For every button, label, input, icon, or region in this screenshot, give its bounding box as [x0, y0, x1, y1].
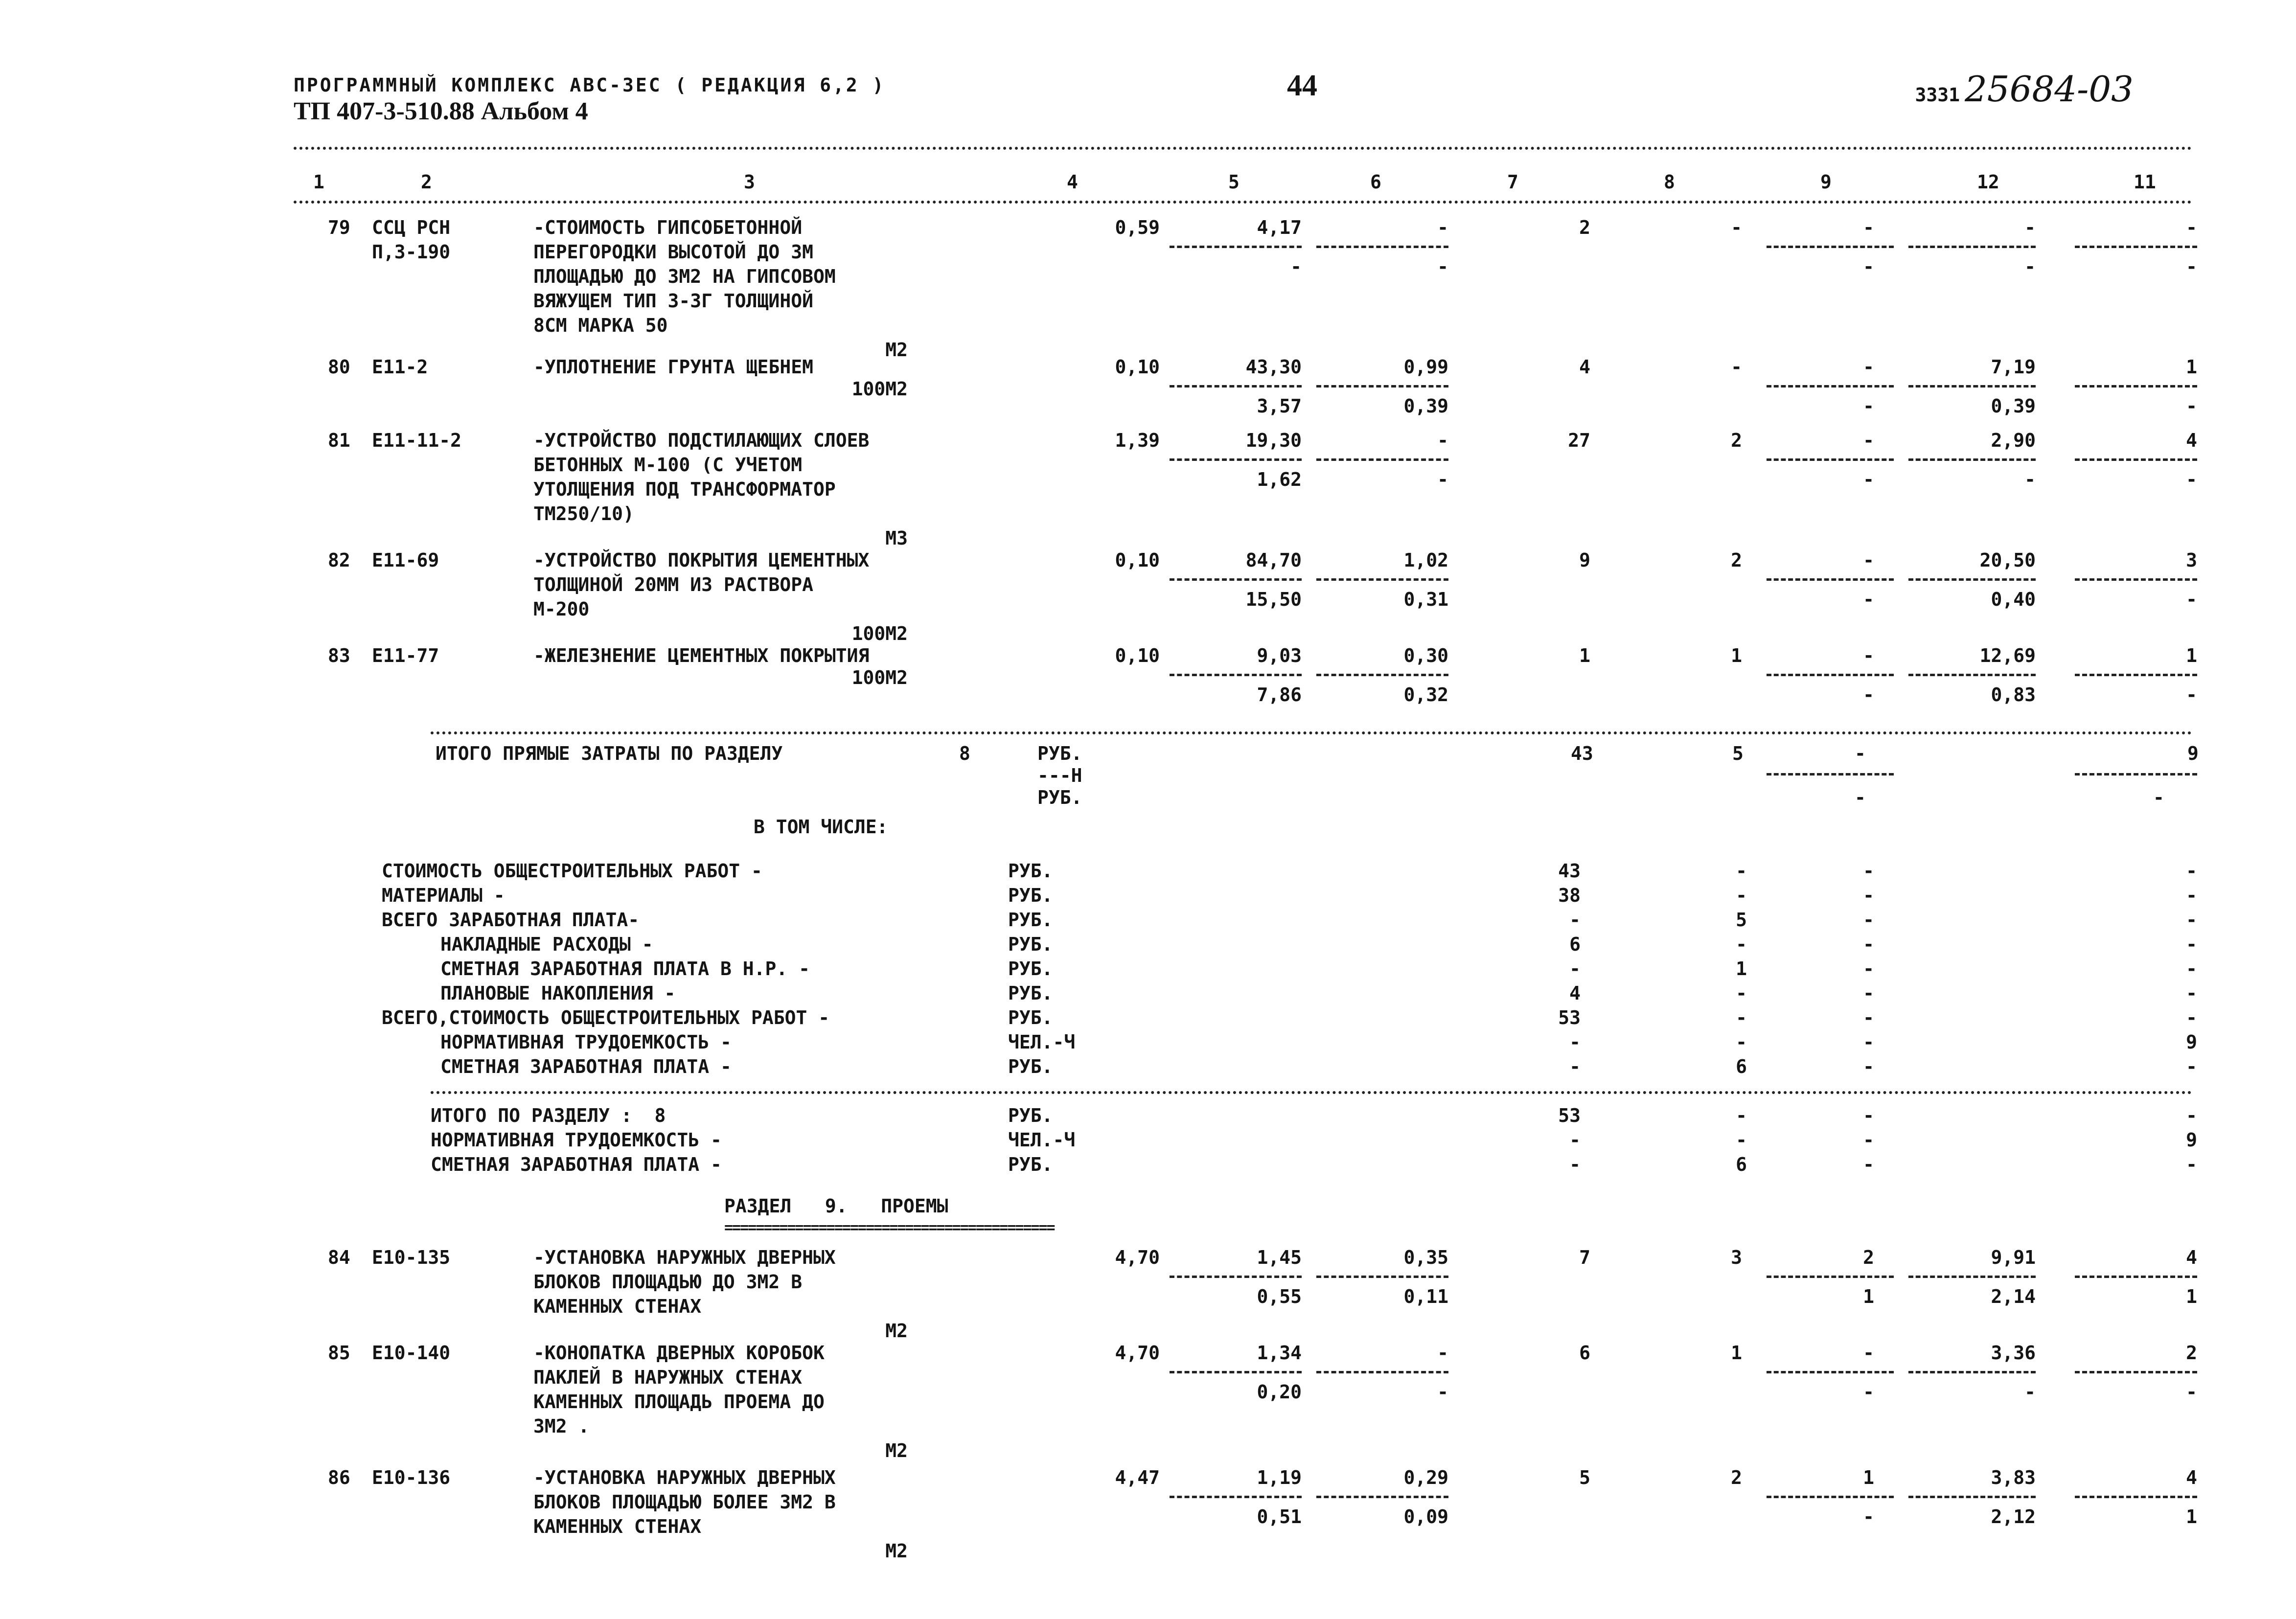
work-description: -СТОИМОСТЬ ГИПСОБЕТОННОЙ ПЕРЕГОРОДКИ ВЫСОТОЙ ДО ЗМ ПЛОЩАДЬЮ ДО ЗМ2 НА ГИПСОВОМ ВЯЖУЩЕМ ТИП З-ЗГ ТОЛЩИНОЙ 8СМ МАРКА 50: [533, 217, 836, 336]
total-direct-divider: [1767, 773, 1894, 775]
unit-cost-wages: 0,55: [1257, 1286, 1302, 1307]
summary-col8: 5: [1736, 909, 1747, 931]
section-9-underline: ==========================================: [724, 1219, 1055, 1236]
cell-divider: [1170, 578, 1302, 581]
unit-cost-machinist-wages: 0,31: [1403, 589, 1448, 610]
cell-divider: [1316, 1496, 1448, 1498]
total-cost: 7: [1579, 1247, 1590, 1268]
summary-col9: -: [1863, 1129, 1874, 1151]
document-code: [1915, 68, 2134, 110]
including-heading: В ТОМ ЧИСЛЕ:: [754, 816, 888, 838]
row-number: 82: [328, 549, 350, 571]
summary-col11: -: [2186, 885, 2197, 906]
summary-unit: РУБ.: [1008, 860, 1053, 882]
cell-divider: [1170, 246, 1302, 248]
labour-hours: 3,83: [1991, 1467, 2036, 1488]
summary-col7: -: [1569, 1056, 1581, 1077]
machine-hours: 4: [2186, 1467, 2197, 1488]
summary-col11: -: [2186, 1105, 2197, 1126]
machine-hours-b: 1: [2186, 1506, 2197, 1528]
total-direct-divider: [2075, 773, 2197, 775]
machinist-wages: -: [1863, 256, 1874, 277]
machinist-wages: 1: [1863, 1286, 1874, 1307]
column-header: 11: [2134, 171, 2156, 193]
cell-divider: [1908, 578, 2036, 581]
summary-col8: -: [1736, 1007, 1747, 1028]
unit-cost-machines: 1,02: [1403, 549, 1448, 571]
unit-of-measure: М3: [885, 527, 908, 549]
wages: 1: [1731, 645, 1742, 666]
cell-divider: [1316, 674, 1448, 676]
work-description: -КОНОПАТКА ДВЕРНЫХ КОРОБОК ПАКЛЕЙ В НАРУЖНЫХ СТЕНАХ КАМЕННЫХ ПЛОЩАДЬ ПРОЕМА ДО ЗМ2 .: [533, 1342, 825, 1437]
cell-divider: [1170, 1276, 1302, 1278]
labour-hours: 20,50: [1979, 549, 2036, 571]
unit-cost-total: 1,19: [1257, 1467, 1302, 1488]
unit-cost-machinist-wages: 0,11: [1403, 1286, 1448, 1307]
resource-code: Е10-140: [372, 1342, 451, 1364]
machine-operation: -: [1863, 356, 1874, 378]
column-header: 3: [744, 171, 755, 193]
cell-divider: [1767, 674, 1894, 676]
summary-col9: -: [1863, 1154, 1874, 1175]
summary-col9: -: [1863, 1105, 1874, 1126]
unit-cost-total: 43,30: [1245, 356, 1302, 378]
summary-label: ПЛАНОВЫЕ НАКОПЛЕНИЯ -: [440, 982, 676, 1004]
labour-hours-machinists: 2,14: [1991, 1286, 2036, 1307]
cell-divider: [1170, 385, 1302, 388]
cell-divider: [2075, 1276, 2197, 1278]
cell-divider: [1767, 1276, 1894, 1278]
machinist-wages: -: [1863, 1506, 1874, 1528]
cell-divider: [2075, 1496, 2197, 1498]
labour-hours-machinists: 0,40: [1991, 589, 2036, 610]
summary-col7: 6: [1569, 934, 1581, 955]
summary-col8: 6: [1736, 1154, 1747, 1175]
column-header: 5: [1228, 171, 1240, 193]
wages: 3: [1731, 1247, 1742, 1268]
cell-divider: [1316, 385, 1448, 388]
subtotal-rule: [431, 731, 2192, 734]
unit-cost-wages: 1,62: [1257, 469, 1302, 490]
cell-divider: [2075, 578, 2197, 581]
total-direct-unit: РУБ.: [1037, 743, 1082, 764]
summary-col9: -: [1863, 1031, 1874, 1053]
total-cost: 9: [1579, 549, 1590, 571]
cell-divider: [1767, 458, 1894, 461]
row-number: 86: [328, 1467, 350, 1488]
summary-col11: -: [2186, 1056, 2197, 1077]
machine-hours-b: -: [2186, 684, 2197, 706]
summary-unit: РУБ.: [1008, 1007, 1053, 1028]
labour-hours: -: [2024, 217, 2036, 238]
cell-divider: [1316, 458, 1448, 461]
wages: 1: [1731, 1342, 1742, 1364]
total-direct-unit: РУБ.: [1037, 787, 1082, 808]
machine-operation: -: [1863, 1342, 1874, 1364]
summary-col7: -: [1569, 1129, 1581, 1151]
unit-cost-machinist-wages: 0,09: [1403, 1506, 1448, 1528]
summary-label: СМЕТНАЯ ЗАРАБОТНАЯ ПЛАТА В Н.Р. -: [440, 958, 810, 980]
cell-divider: [1908, 1371, 2036, 1373]
machine-operation: 2: [1863, 1247, 1874, 1268]
unit-cost-machines: -: [1437, 217, 1448, 238]
unit-cost-machines: -: [1437, 1342, 1448, 1364]
summary-label: СМЕТНАЯ ЗАРАБОТНАЯ ПЛАТА -: [440, 1056, 732, 1077]
machine-hours-b: 1: [2186, 1286, 2197, 1307]
summary-label: СТОИМОСТЬ ОБЩЕСТРОИТЕЛЬНЫХ РАБОТ -: [382, 860, 762, 882]
total-direct-col7: 43: [1571, 743, 1593, 764]
labour-hours-machinists: -: [2024, 469, 2036, 490]
summary-col9: -: [1863, 934, 1874, 955]
unit-cost-machinist-wages: 0,39: [1403, 395, 1448, 417]
unit-of-measure: М2: [885, 339, 908, 361]
top-rule: [294, 147, 2192, 150]
column-header-row: [294, 166, 2202, 201]
total-direct-label: ИТОГО ПРЯМЫЕ ЗАТРАТЫ ПО РАЗДЕЛУ: [436, 743, 783, 764]
summary-col8: -: [1736, 1031, 1747, 1053]
work-description: -УСТАНОВКА НАРУЖНЫХ ДВЕРНЫХ БЛОКОВ ПЛОЩАДЬЮ ДО ЗМ2 В КАМЕННЫХ СТЕНАХ: [533, 1247, 836, 1317]
row-number: 80: [328, 356, 350, 378]
summary-col11: 9: [2186, 1129, 2197, 1151]
unit-cost-wages: 7,86: [1257, 684, 1302, 706]
machine-hours: 1: [2186, 356, 2197, 378]
labour-hours: 12,69: [1979, 645, 2036, 666]
summary-col11: -: [2186, 860, 2197, 882]
machinist-wages: -: [1863, 684, 1874, 706]
row-number: 83: [328, 645, 350, 666]
labour-hours-machinists: 2,12: [1991, 1506, 2036, 1528]
quantity: 0,10: [1115, 645, 1160, 666]
total-cost: 4: [1579, 356, 1590, 378]
cell-divider: [1908, 458, 2036, 461]
cell-divider: [1170, 674, 1302, 676]
summary-col8: -: [1736, 934, 1747, 955]
unit-of-measure: М2: [885, 1440, 908, 1461]
total-cost: 27: [1568, 430, 1590, 451]
labour-hours-machinists: -: [2024, 256, 2036, 277]
summary-col9: -: [1863, 860, 1874, 882]
summary-col11: -: [2186, 1007, 2197, 1028]
machine-operation: 1: [1863, 1467, 1874, 1488]
summary-col8: -: [1736, 982, 1747, 1004]
wages: -: [1731, 356, 1742, 378]
summary-unit: РУБ.: [1008, 909, 1053, 931]
cell-divider: [1908, 1276, 2036, 1278]
work-description: -УСТРОЙСТВО ПОДСТИЛАЮЩИХ СЛОЕВ БЕТОННЫХ М-100 (С УЧЕТОМ УТОЛЩЕНИЯ ПОД ТРАНСФОРМАТОР ТМ250/10): [533, 430, 870, 524]
total-cost: 2: [1579, 217, 1590, 238]
row-number: 79: [328, 217, 350, 238]
summary-label: ВСЕГО,СТОИМОСТЬ ОБЩЕСТРОИТЕЛЬНЫХ РАБОТ -: [382, 1007, 830, 1028]
cell-divider: [2075, 385, 2197, 388]
summary-unit: РУБ.: [1008, 1105, 1053, 1126]
summary-col11: 9: [2186, 1031, 2197, 1053]
machinist-wages: -: [1863, 395, 1874, 417]
unit-cost-machines: 0,99: [1403, 356, 1448, 378]
cell-divider: [1908, 674, 2036, 676]
unit-cost-wages: 0,51: [1257, 1506, 1302, 1528]
summary-unit: РУБ.: [1008, 934, 1053, 955]
summary-col7: 43: [1558, 860, 1581, 882]
labour-hours: 9,91: [1991, 1247, 2036, 1268]
summary-col8: -: [1736, 885, 1747, 906]
summary-col9: -: [1863, 1056, 1874, 1077]
unit-cost-total: 9,03: [1257, 645, 1302, 666]
cell-divider: [1767, 578, 1894, 581]
machine-hours-b: -: [2186, 589, 2197, 610]
work-description: -УСТРОЙСТВО ПОКРЫТИЯ ЦЕМЕНТНЫХ ТОЛЩИНОЙ 20ММ ИЗ РАСТВОРА М-200: [533, 549, 870, 620]
unit-cost-machinist-wages: -: [1437, 1381, 1448, 1403]
total-cost: 1: [1579, 645, 1590, 666]
machine-hours: 4: [2186, 430, 2197, 451]
resource-code: ССЦ РСН П,З-190: [372, 217, 451, 263]
summary-unit: РУБ.: [1008, 958, 1053, 980]
program-title: ПРОГРАММНЫЙ КОМПЛЕКС АВС-ЗЕС ( РЕДАКЦИЯ 6,2 ): [294, 74, 886, 96]
total-direct-unit-mid: ---Н: [1037, 765, 1082, 786]
resource-code: Е11-69: [372, 549, 439, 571]
cell-divider: [1170, 1496, 1302, 1498]
machine-operation: -: [1863, 217, 1874, 238]
cell-divider: [1316, 246, 1448, 248]
summary-col8: -: [1736, 1129, 1747, 1151]
summary-col8: 1: [1736, 958, 1747, 980]
cell-divider: [1170, 1371, 1302, 1373]
work-description: -ЖЕЛЕЗНЕНИЕ ЦЕМЕНТНЫХ ПОКРЫТИЯ: [533, 645, 870, 666]
summary-label: НАКЛАДНЫЕ РАСХОДЫ -: [440, 934, 653, 955]
column-header: 8: [1664, 171, 1675, 193]
cell-divider: [1908, 385, 2036, 388]
quantity: 1,39: [1115, 430, 1160, 451]
summary-col11: -: [2186, 958, 2197, 980]
unit-cost-machines: 0,29: [1403, 1467, 1448, 1488]
section-total-rule: [431, 1091, 2192, 1094]
machinist-wages: -: [1863, 469, 1874, 490]
summary-col7: -: [1569, 909, 1581, 931]
cell-divider: [1908, 246, 2036, 248]
cell-divider: [1316, 1371, 1448, 1373]
total-direct-col9-b: -: [1855, 787, 1866, 808]
cell-divider: [1170, 458, 1302, 461]
album-reference: ТП 407-3-510.88 Альбом 4: [294, 97, 588, 125]
column-header: 9: [1820, 171, 1832, 193]
resource-code: Е10-135: [372, 1247, 451, 1268]
labour-hours: 3,36: [1991, 1342, 2036, 1364]
cell-divider: [2075, 458, 2197, 461]
summary-col7: 4: [1569, 982, 1581, 1004]
summary-label: НОРМАТИВНАЯ ТРУДОЕМКОСТЬ -: [431, 1129, 722, 1151]
unit-cost-total: 4,17: [1257, 217, 1302, 238]
summary-col7: 53: [1558, 1007, 1581, 1028]
summary-col7: -: [1569, 1154, 1581, 1175]
summary-col11: -: [2186, 934, 2197, 955]
machine-hours: 1: [2186, 645, 2197, 666]
unit-cost-wages: 15,50: [1245, 589, 1302, 610]
unit-cost-total: 19,30: [1245, 430, 1302, 451]
summary-col7: -: [1569, 1031, 1581, 1053]
summary-unit: ЧЕЛ.-Ч: [1008, 1129, 1076, 1151]
resource-code: Е11-2: [372, 356, 428, 378]
summary-col9: -: [1863, 958, 1874, 980]
resource-code: Е11-11-2: [372, 430, 462, 451]
quantity: 0,10: [1115, 356, 1160, 378]
total-direct-section: 8: [959, 743, 970, 764]
total-direct-col11: 9: [2187, 743, 2199, 764]
cell-divider: [2075, 1371, 2197, 1373]
total-cost: 5: [1579, 1467, 1590, 1488]
work-description: -УСТАНОВКА НАРУЖНЫХ ДВЕРНЫХ БЛОКОВ ПЛОЩАДЬЮ БОЛЕЕ ЗМ2 В КАМЕННЫХ СТЕНАХ: [533, 1467, 836, 1537]
header-rule: [294, 201, 2192, 204]
unit-of-measure: 100М2: [851, 667, 908, 688]
unit-cost-wages: -: [1290, 256, 1302, 277]
unit-cost-machinist-wages: 0,32: [1403, 684, 1448, 706]
machine-hours: 4: [2186, 1247, 2197, 1268]
machine-operation: -: [1863, 549, 1874, 571]
total-cost: 6: [1579, 1342, 1590, 1364]
row-number: 81: [328, 430, 350, 451]
summary-label: ВСЕГО ЗАРАБОТНАЯ ПЛАТА-: [382, 909, 640, 931]
wages: 2: [1731, 430, 1742, 451]
page-header: [294, 68, 2202, 137]
summary-col8: -: [1736, 860, 1747, 882]
labour-hours: 7,19: [1991, 356, 2036, 378]
unit-cost-wages: 3,57: [1257, 395, 1302, 417]
machine-operation: -: [1863, 645, 1874, 666]
cell-divider: [1767, 1371, 1894, 1373]
cell-divider: [1767, 385, 1894, 388]
row-number: 84: [328, 1247, 350, 1268]
summary-col11: -: [2186, 982, 2197, 1004]
summary-label: МАТЕРИАЛЫ -: [382, 885, 505, 906]
quantity: 0,10: [1115, 549, 1160, 571]
row-number: 85: [328, 1342, 350, 1364]
wages: 2: [1731, 1467, 1742, 1488]
work-description: -УПЛОТНЕНИЕ ГРУНТА ЩЕБНЕМ: [533, 356, 813, 378]
machine-hours: 3: [2186, 549, 2197, 571]
quantity: 4,70: [1115, 1247, 1160, 1268]
summary-col11: -: [2186, 1154, 2197, 1175]
summary-col7: 53: [1558, 1105, 1581, 1126]
summary-col8: -: [1736, 1105, 1747, 1126]
cell-divider: [1908, 1496, 2036, 1498]
summary-label: НОРМАТИВНАЯ ТРУДОЕМКОСТЬ -: [440, 1031, 732, 1053]
wages: 2: [1731, 549, 1742, 571]
total-direct-col11-b: -: [2153, 787, 2164, 808]
unit-cost-total: 1,45: [1257, 1247, 1302, 1268]
cell-divider: [1767, 1496, 1894, 1498]
total-direct-col9: -: [1855, 743, 1866, 764]
unit-cost-machines: -: [1437, 430, 1448, 451]
summary-col11: -: [2186, 909, 2197, 931]
summary-label: СМЕТНАЯ ЗАРАБОТНАЯ ПЛАТА -: [431, 1154, 722, 1175]
machine-hours-b: -: [2186, 1381, 2197, 1403]
summary-col7: 38: [1558, 885, 1581, 906]
unit-cost-machines: 0,35: [1403, 1247, 1448, 1268]
machine-hours-b: -: [2186, 395, 2197, 417]
cell-divider: [2075, 674, 2197, 676]
summary-unit: РУБ.: [1008, 1154, 1053, 1175]
machine-hours-b: -: [2186, 256, 2197, 277]
summary-unit: РУБ.: [1008, 885, 1053, 906]
machinist-wages: -: [1863, 1381, 1874, 1403]
unit-of-measure: М2: [885, 1540, 908, 1562]
machine-operation: -: [1863, 430, 1874, 451]
labour-hours-machinists: 0,39: [1991, 395, 2036, 417]
unit-of-measure: М2: [885, 1320, 908, 1342]
summary-unit: РУБ.: [1008, 1056, 1053, 1077]
column-header: 7: [1507, 171, 1518, 193]
unit-cost-total: 84,70: [1245, 549, 1302, 571]
total-direct-col8: 5: [1732, 743, 1744, 764]
unit-cost-machinist-wages: -: [1437, 256, 1448, 277]
summary-unit: ЧЕЛ.-Ч: [1008, 1031, 1076, 1053]
summary-col9: -: [1863, 885, 1874, 906]
labour-hours: 2,90: [1991, 430, 2036, 451]
summary-col7: -: [1569, 958, 1581, 980]
summary-label: ИТОГО ПО РАЗДЕЛУ : 8: [431, 1105, 666, 1126]
document-code-handwritten: 25684-03: [1965, 68, 2134, 110]
summary-unit: РУБ.: [1008, 982, 1053, 1004]
unit-cost-total: 1,34: [1257, 1342, 1302, 1364]
cell-divider: [1316, 1276, 1448, 1278]
column-header: 12: [1977, 171, 1999, 193]
cell-divider: [2075, 246, 2197, 248]
summary-col8: 6: [1736, 1056, 1747, 1077]
page-number: 44: [1287, 69, 1317, 102]
section-9-title: РАЗДЕЛ 9. ПРОЕМЫ: [724, 1195, 948, 1217]
resource-code: Е11-77: [372, 645, 439, 666]
cell-divider: [1767, 246, 1894, 248]
quantity: 4,47: [1115, 1467, 1160, 1488]
machine-hours-b: -: [2186, 469, 2197, 490]
summary-col9: -: [1863, 1007, 1874, 1028]
summary-col9: -: [1863, 909, 1874, 931]
summary-col9: -: [1863, 982, 1874, 1004]
document-code-printed: ЗЗЗ1: [1915, 84, 1960, 106]
quantity: 4,70: [1115, 1342, 1160, 1364]
column-header: 2: [421, 171, 432, 193]
machine-hours: 2: [2186, 1342, 2197, 1364]
wages: -: [1731, 217, 1742, 238]
machinist-wages: -: [1863, 589, 1874, 610]
column-header: 6: [1370, 171, 1381, 193]
column-header: 4: [1067, 171, 1078, 193]
unit-cost-wages: 0,20: [1257, 1381, 1302, 1403]
cell-divider: [1316, 578, 1448, 581]
labour-hours-machinists: 0,83: [1991, 684, 2036, 706]
resource-code: Е10-136: [372, 1467, 451, 1488]
unit-cost-machines: 0,30: [1403, 645, 1448, 666]
unit-of-measure: 100М2: [851, 378, 908, 400]
unit-of-measure: 100М2: [851, 623, 908, 644]
unit-cost-machinist-wages: -: [1437, 469, 1448, 490]
machine-hours: -: [2186, 217, 2197, 238]
column-header: 1: [313, 171, 324, 193]
quantity: 0,59: [1115, 217, 1160, 238]
labour-hours-machinists: -: [2024, 1381, 2036, 1403]
